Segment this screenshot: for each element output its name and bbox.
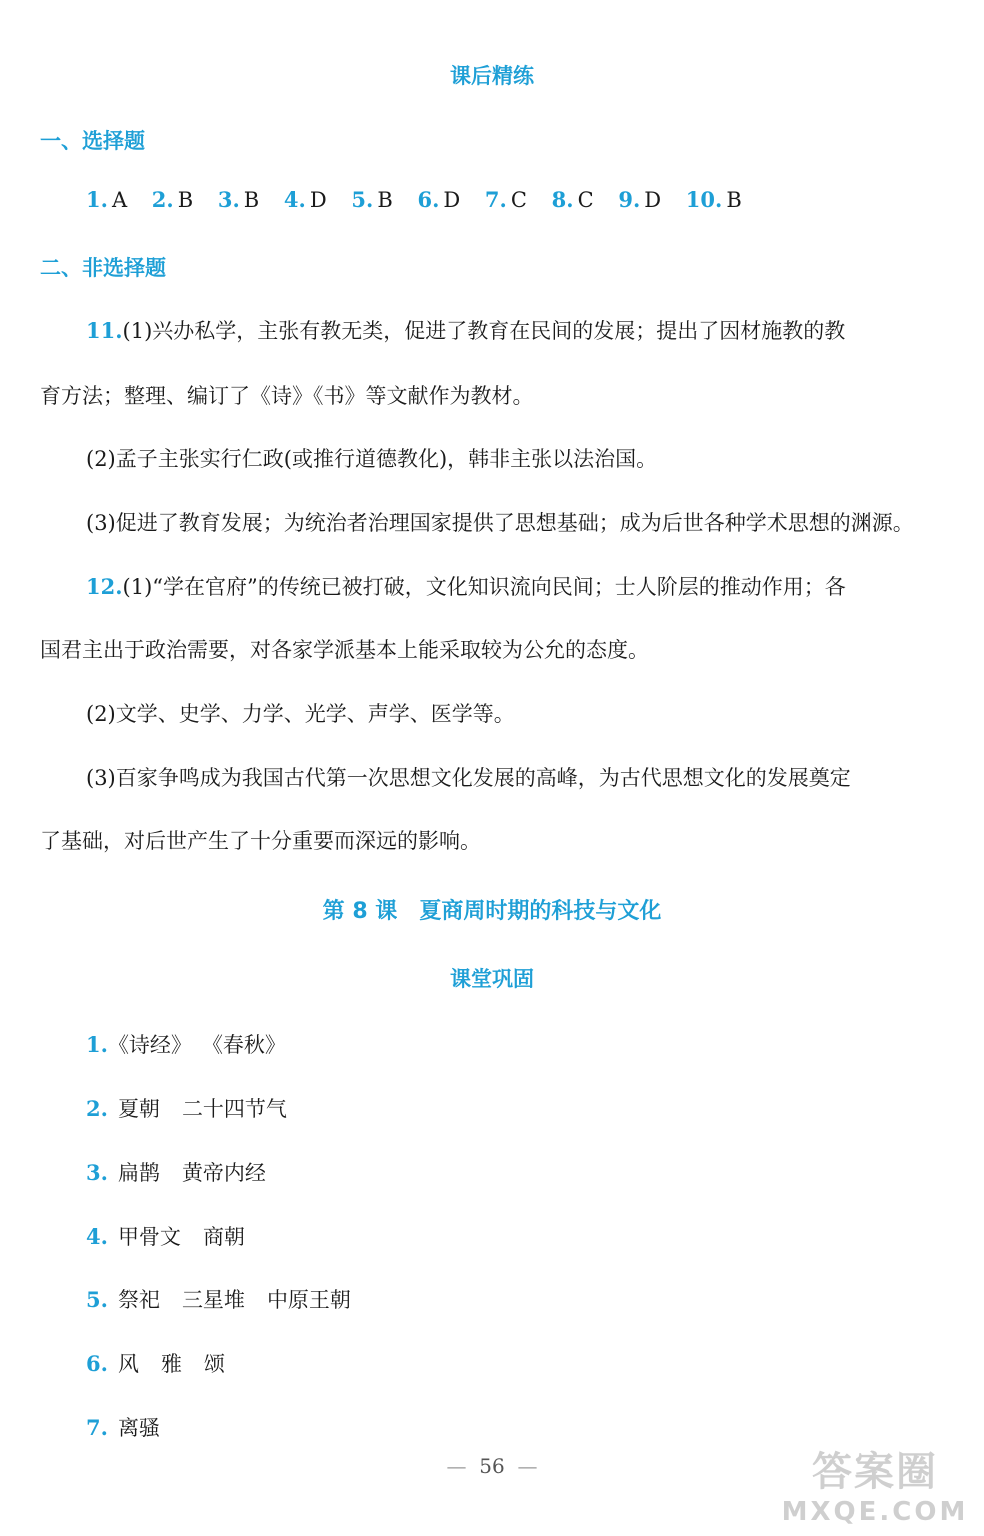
q11-line-4: (3)促进了教育发展；为统治者治理国家提供了思想基础；成为后世各种学术思想的渊源。 — [86, 511, 914, 535]
q12-line-4: (3)百家争鸣成为我国古代第一次思想文化发展的高峰，为古代思想文化的发展奠定 — [86, 766, 851, 790]
q12-line-1: 12.(1)“学在官府”的传统已被打破，文化知识流向民间；士人阶层的推动作用；各 — [86, 574, 846, 599]
lesson-number: 第 8 课 — [322, 899, 398, 924]
q11-line-2: 育方法；整理、编订了《诗》《书》等文献作为教材。 — [40, 384, 534, 408]
list-item: 3. 扁鹊 黄帝内经 — [86, 1160, 266, 1185]
section-title-in-class: 课堂巩固 — [450, 967, 534, 991]
watermark-logo: 答案圈 MXQE.COM — [781, 1449, 969, 1527]
list-item: 1.《诗经》 《春秋》 — [86, 1032, 286, 1057]
list-item: 6. 风 雅 颂 — [86, 1351, 225, 1376]
mcq-item: 7. C — [484, 187, 527, 212]
q11-line-3: (2)孟子主张实行仁政(或推行道德教化)，韩非主张以法治国。 — [86, 447, 658, 471]
lesson-heading — [0, 894, 984, 925]
mcq-answers-row — [86, 187, 760, 212]
q11-line-1: 11.(1)兴办私学，主张有教无类，促进了教育在民间的发展；提出了因材施教的教 — [86, 318, 846, 343]
mcq-item: 4. D — [283, 187, 327, 212]
mcq-item: 9. D — [618, 187, 662, 212]
q12-line-5: 了基础，对后世产生了十分重要而深远的影响。 — [40, 829, 481, 853]
heading-non-multiple-choice: 二、非选择题 — [40, 256, 166, 280]
mcq-item: 3. B — [217, 187, 260, 212]
mcq-item: 5. B — [351, 187, 393, 212]
list-item: 7. 离骚 — [86, 1415, 160, 1440]
q12-line-3: (2)文学、史学、力学、光学、声学、医学等。 — [86, 702, 515, 726]
page-number: — 56 — — [446, 1454, 538, 1478]
list-item: 2. 夏朝 二十四节气 — [86, 1096, 287, 1121]
mcq-item: 10. B — [685, 187, 742, 212]
list-item: 4. 甲骨文 商朝 — [86, 1224, 245, 1249]
mcq-item: 1. A — [86, 187, 128, 212]
mcq-item: 2. B — [151, 187, 194, 212]
heading-multiple-choice: 一、选择题 — [40, 129, 145, 153]
mcq-item: 8. C — [551, 187, 594, 212]
mcq-item: 6. D — [417, 187, 461, 212]
section-title-after-class: 课后精练 — [450, 64, 534, 88]
q12-line-2: 国君主出于政治需要，对各家学派基本上能采取较为公允的态度。 — [40, 638, 649, 662]
list-item: 5. 祭祀 三星堆 中原王朝 — [86, 1287, 351, 1312]
lesson-title: 夏商周时期的科技与文化 — [419, 899, 662, 924]
